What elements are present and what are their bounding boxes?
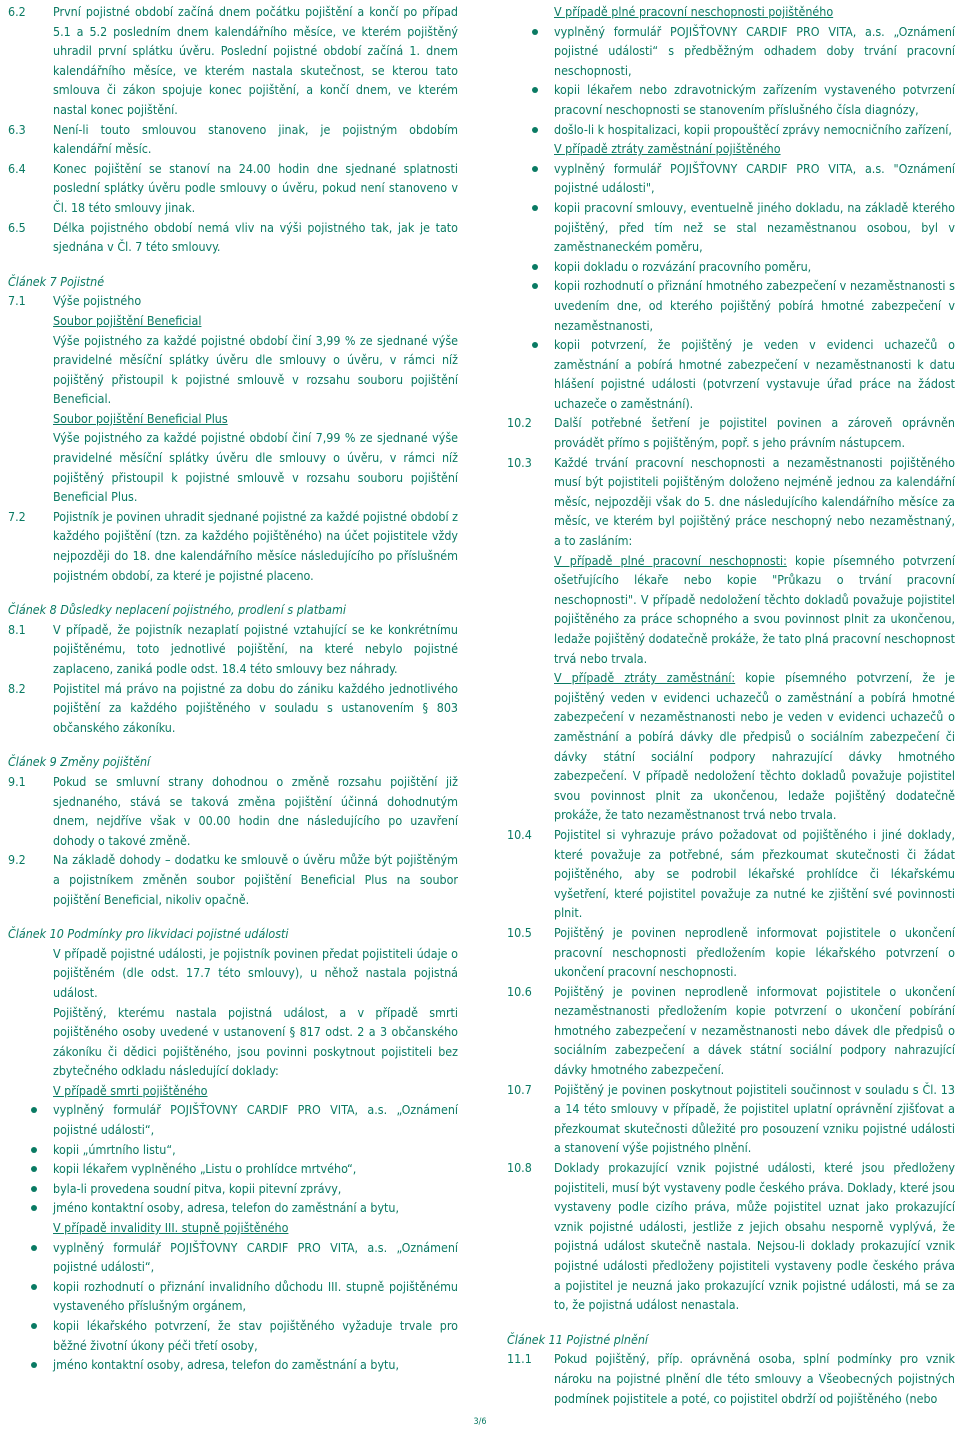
article-10-docs-intro: Pojištěný, kterému nastala pojistná událost, a v případě smrti pojištěného osoby uvedené v ustanovení § 817 odst. 2 a 3 občanského zákoníku či dědici pojištěného, jsou povinni poskytnout pojistiteli bez zbytečného odkladu následující doklady:	[53, 1004, 458, 1079]
clause-6-4	[8, 159, 458, 218]
clause-9-1	[8, 772, 458, 850]
clause-text: Pojistník je povinen uhradit sjednané pojistné za každé pojistné období z každého pojištění (tzn. za každého pojištěného) na účet pojistitele vždy nejpozději do 18. dne kalendářního měsíce následujícího po příslušném pojistném období, za které je pojistné placeno.	[53, 508, 458, 583]
list-item: kopii rozhodnutí o přiznání invalidního důchodu III. stupně pojištěnému vystaveného příslušným orgánem,	[8, 1277, 458, 1316]
clause-text: Každé trvání pracovní neschopnosti a nezaměstnanosti pojištěného musí být pojistiteli pojištěným doloženo nejméně jednou za kalendářní měsíc, nejpozději však do 5. dne následujícího kalendářního měsíce za měsíc, ve kterém byl pojištěný práce neschopný nebo nezaměstnaný, a to zasláním:	[554, 454, 955, 549]
clause-number: 6.5	[8, 219, 26, 235]
clause-10-3-job-loss	[554, 668, 955, 825]
clause-number: 7.2	[8, 508, 26, 524]
clause-number: 6.2	[8, 4, 26, 19]
page-number: 3/6	[473, 1417, 487, 1427]
list-item: byla-li provedena soudní pitva, kopii pitevní zprávy,	[8, 1179, 458, 1199]
job-loss-doc-list	[507, 159, 955, 414]
subheading-beneficial-plus: Soubor pojištění Beneficial Plus	[53, 410, 228, 426]
clause-text: Pojistitel si vyhrazuje právo požadovat od pojištěného i jiné doklady, které považuje za potřebné, sám přezkoumat skutečnosti či žádat pojištěného, aby se podrobil lékařské prohlídce či lékařskému vyšetření, které pojistitel považuje za nutné ke zjištění své povinnosti plnit.	[554, 826, 955, 921]
list-item: kopii lékařem vyplněného „Listu o prohlídce mrtvého“,	[8, 1159, 458, 1179]
underlined-label: V případě plné pracovní neschopnosti:	[554, 552, 787, 568]
list-item: jméno kontaktní osoby, adresa, telefon do zaměstnání a bytu,	[8, 1198, 458, 1218]
clause-number: 10.2	[507, 415, 532, 431]
list-item: kopii „úmrtního listu“,	[8, 1140, 458, 1160]
clause-text: kopie písemného potvrzení ošetřujícího lékaře nebo kopie "Průkazu o trvání pracovní neschopnosti". V případě nedoložení těchto dokladů považuje pojistitel pojištěného za práce schopného a svou povinnost plnit za ukončenou, ledaže pojištěný dodatečně prokáže, že tato plná pracovní neschopnost trvá nebo trvala.	[554, 552, 955, 666]
clause-9-2	[8, 850, 458, 909]
incapacity-doc-list	[507, 22, 955, 140]
list-item: kopii lékařského potvrzení, že stav pojištěného vyžaduje trvale pro běžné životní úkony péči třetí osoby,	[8, 1316, 458, 1355]
subheading-work-incapacity: V případě plné pracovní neschopnosti pojištěného	[554, 4, 834, 19]
list-item: kopii pracovní smlouvy, eventuelně jiného dokladu, na základě kterého pojištěný, před tím než se stal nezaměstnanou osobou, byl v zaměstnaneckém poměru,	[507, 198, 955, 257]
clause-6-3	[8, 120, 458, 159]
clause-number: 6.3	[8, 121, 26, 137]
clause-7-1	[8, 291, 458, 311]
clause-number: 10.8	[507, 1160, 532, 1176]
clause-11-1	[507, 1349, 955, 1408]
clause-6-2	[8, 2, 458, 120]
clause-text: Pojištěný je povinen poskytnout pojistiteli součinnost v souladu s Čl. 13 a 14 této smlouvy v případě, že pojistitel uplatní oprávnění zjišťovat a přezkoumat skutečnosti důležité pro posouzení vzniku pojistné události a stanovení výše pojistného plnění.	[554, 1081, 955, 1156]
list-item: kopii potvrzení, že pojištěný je veden v evidenci uchazečů o zaměstnání a pobírá hmotné zabezpečení v nezaměstnanosti k datu hlášení pojistné události (potvrzení vystavuje úřad práce na žádost uchazeče o zaměstnání).	[507, 335, 955, 413]
clause-10-7	[507, 1080, 955, 1158]
text-beneficial: Výše pojistného za každé pojistné období činí 3,99 % ze sjednané výše pravidelné měsíční splátky úvěru dle smlouvy o úvěru, v rámci níž pojištěný přistoupil k pojistné smlouvě v rozsahu souboru pojištění Beneficial.	[53, 332, 458, 407]
clause-number: 11.1	[507, 1351, 532, 1367]
clause-text: kopie písemného potvrzení, že je pojištěný veden v evidenci uchazečů o zaměstnání a pobírá hmotné zabezpečení v nezaměstnanosti nebo je veden v evidenci uchazečů o zaměstnání a pobírá dávky dle předpisů o sociálním zabezpečení či dávky státní sociální podpory nahrazující dávky hmotného zabezpečení. V případě nedoložení těchto dokladů považuje pojistitel svou povinnost plnit za ukončenou, ledaže pojištěný dodatečně prokáže, že tato nezaměstnanost trvá nebo trvala.	[554, 670, 955, 823]
clause-number: 7.1	[8, 293, 26, 309]
clause-text: Délka pojistného období nemá vliv na výši pojistného tak, jak je tato sjednána v Čl. 7 této smlouvy.	[53, 219, 458, 255]
article-7-heading: Článek 7 Pojistné	[8, 273, 105, 289]
list-item: vyplněný formulář POJIŠŤOVNY CARDIF PRO VITA, a.s. „Oznámení pojistné události“,	[8, 1100, 458, 1139]
clause-number: 9.1	[8, 773, 26, 789]
clause-number: 8.2	[8, 680, 26, 696]
clause-10-6	[507, 982, 955, 1080]
clause-6-5	[8, 218, 458, 257]
clause-text: V případě, že pojistník nezaplatí pojistné vztahující se ke konkrétnímu pojištěnému, toto jednotlivé pojištění, na které nebylo pojistné zaplaceno, zaniká podle odst. 18.4 této smlouvy bez náhrady.	[53, 621, 458, 676]
list-item: došlo-li k hospitalizaci, kopii propouštěcí zprávy nemocničního zařízení,	[507, 120, 955, 140]
subheading-death: V případě smrti pojištěného	[53, 1082, 208, 1098]
clause-text: Další potřebné šetření je pojistitel povinen a zároveň oprávněn provádět přímo s pojištěným, popř. s jeho právním nástupcem.	[554, 415, 955, 451]
clause-text: Pojištěný je povinen neprodleně informovat pojistitele o ukončení pracovní neschopnosti předložením kopie lékařského potvrzení o ukončení pracovní neschopnosti.	[554, 924, 955, 980]
death-doc-list	[8, 1100, 458, 1218]
clause-number: 10.6	[507, 983, 532, 999]
underlined-label: V případě ztráty zaměstnání:	[554, 670, 736, 686]
article-10-heading: Článek 10 Podmínky pro likvidaci pojistné události	[8, 926, 289, 942]
clause-text: Není-li touto smlouvou stanoveno jinak, je pojistným obdobím kalendářní měsíc.	[53, 121, 458, 157]
subheading-beneficial: Soubor pojištění Beneficial	[53, 312, 202, 328]
list-item: vyplněný formulář POJIŠŤOVNY CARDIF PRO VITA, a.s. „Oznámení pojistné události“,	[8, 1238, 458, 1277]
article-11-heading: Článek 11 Pojistné plnění	[507, 1331, 649, 1347]
clause-number: 8.1	[8, 621, 26, 637]
clause-10-8	[507, 1158, 955, 1315]
subheading-job-loss: V případě ztráty zaměstnání pojištěného	[554, 141, 781, 157]
invalidity-doc-list	[8, 1238, 458, 1375]
clause-10-3	[507, 453, 955, 551]
clause-text: Pokud se smluvní strany dohodnou o změně rozsahu pojištění již sjednaného, stává se taková změna pojištění účinná dohodnutým dnem, nejdříve však v 00.00 hodin dne následujícího po uzavření dohody o takové změně.	[53, 773, 458, 848]
subheading-invalidity: V případě invalidity III. stupně pojištěného	[53, 1220, 289, 1236]
clause-text: Pokud pojištěný, příp. oprávněná osoba, splní podmínky pro vznik nároku na pojistné plnění dle této smlouvy a Všeobecných pojistných podmínek pojistitele a poté, co pojistitel obdrží od pojištěného (nebo	[554, 1351, 955, 1406]
clause-text: Konec pojištění se stanoví na 24.00 hodin dne sjednané splatnosti poslední splátky úvěru podle smlouvy o úvěru, pokud není stanoveno v Čl. 18 této smlouvy jinak.	[53, 160, 458, 215]
clause-text: Pojistitel má právo na pojistné za dobu do zániku každého jednotlivého pojištění za každého pojištěného v souladu s ustanovením § 803 občanského zákoníku.	[53, 680, 458, 735]
list-item: vyplněný formulář POJIŠŤOVNY CARDIF PRO VITA, a.s. "Oznámení pojistné události",	[507, 159, 955, 198]
right-column	[507, 2, 955, 1408]
list-item: jméno kontaktní osoby, adresa, telefon do zaměstnání a bytu,	[8, 1355, 458, 1375]
left-column	[8, 2, 458, 1375]
text-beneficial-plus: Výše pojistného za každé pojistné období činí 7,99 % ze sjednané výše pravidelné měsíční splátky úvěru dle smlouvy o úvěru, v rámci níž pojištěný přistoupil k pojistné smlouvě v rozsahu souboru pojištění Beneficial Plus.	[53, 430, 458, 505]
clause-10-2	[507, 413, 955, 452]
clause-text: Na základě dohody – dodatku ke smlouvě o úvěru může být pojištěným a pojistníkem změněn soubor pojištění Beneficial Plus na soubor pojištění Beneficial, nikoliv opačně.	[53, 852, 458, 907]
clause-number: 10.3	[507, 454, 532, 470]
list-item: kopii dokladu o rozvázání pracovního poměru,	[507, 257, 955, 277]
clause-8-2	[8, 679, 458, 738]
clause-text: První pojistné období začíná dnem počátku pojištění a končí po případ 5.1 a 5.2 posledním dnem kalendářního měsíce, ve kterém pojištěný uhradil první splátku úvěru. Poslední pojistné období začíná 1. dnem kalendářního měsíce, ve kterém nastala skutečnost, se kterou tato smlouva či zákon spojuje konec pojištění, a končí dnem, ve kterém nastal konec pojištění.	[53, 4, 458, 117]
clause-number: 10.4	[507, 826, 532, 842]
clause-text: Doklady prokazující vznik pojistné události, které jsou předloženy pojistiteli, musí být vystaveny podle českého práva. Doklady, které jsou vystaveny podle cizího práva, může pojistitel uznat jako prokazující vznik pojistné události, jestliže z jejich obsahu nesporně vyplývá, že pojistná událost skutečně nastala. Nejsou-li doklady prokazující vznik pojistné události předloženy pojistiteli vystaveny podle českého práva a pojistitel je neuzná jako prokazující vznik pojistné události, má se za to, že pojistná událost nenastala.	[554, 1160, 955, 1313]
clause-number: 10.5	[507, 924, 532, 940]
list-item: vyplněný formulář POJIŠŤOVNY CARDIF PRO VITA, a.s. „Oznámení pojistné události“ s předběžným odhadem doby trvání pracovní neschopnosti,	[507, 22, 955, 81]
article-9-heading: Článek 9 Změny pojištění	[8, 754, 151, 770]
clause-10-3-incapacity	[554, 551, 955, 669]
clause-number: 10.7	[507, 1081, 532, 1097]
clause-text: Pojištěný je povinen neprodleně informovat pojistitele o ukončení nezaměstnanosti předložením kopie potvrzení o ukončení pobírání hmotného zabezpečení v nezaměstnanosti nebo dávek dle předpisů o sociálním zabezpečení a dávek státní sociální podpory nahrazující dávky hmotného zabezpečení.	[554, 983, 955, 1078]
clause-10-4	[507, 825, 955, 923]
clause-7-2	[8, 507, 458, 585]
list-item: kopii rozhodnutí o přiznání hmotného zabezpečení v nezaměstnanosti s uvedením dne, od kterého pojištěný pobírá hmotné zabezpečení v nezaměstnanosti,	[507, 276, 955, 335]
article-8-heading: Článek 8 Důsledky neplacení pojistného, prodlení s platbami	[8, 602, 346, 618]
clause-text: Výše pojistného	[53, 293, 142, 309]
article-10-intro: V případě pojistné události, je pojistník povinen předat pojistiteli údaje o pojištěném (dle odst. 17.7 této smlouvy), u něhož nastala pojistná událost.	[53, 945, 458, 1000]
clause-8-1	[8, 620, 458, 679]
clause-number: 6.4	[8, 160, 26, 176]
list-item: kopii lékařem nebo zdravotnickým zařízením vystaveného potvrzení pracovní neschopnosti se stanovením příslušného čísla diagnózy,	[507, 80, 955, 119]
clause-10-5	[507, 923, 955, 982]
clause-number: 9.2	[8, 852, 26, 868]
